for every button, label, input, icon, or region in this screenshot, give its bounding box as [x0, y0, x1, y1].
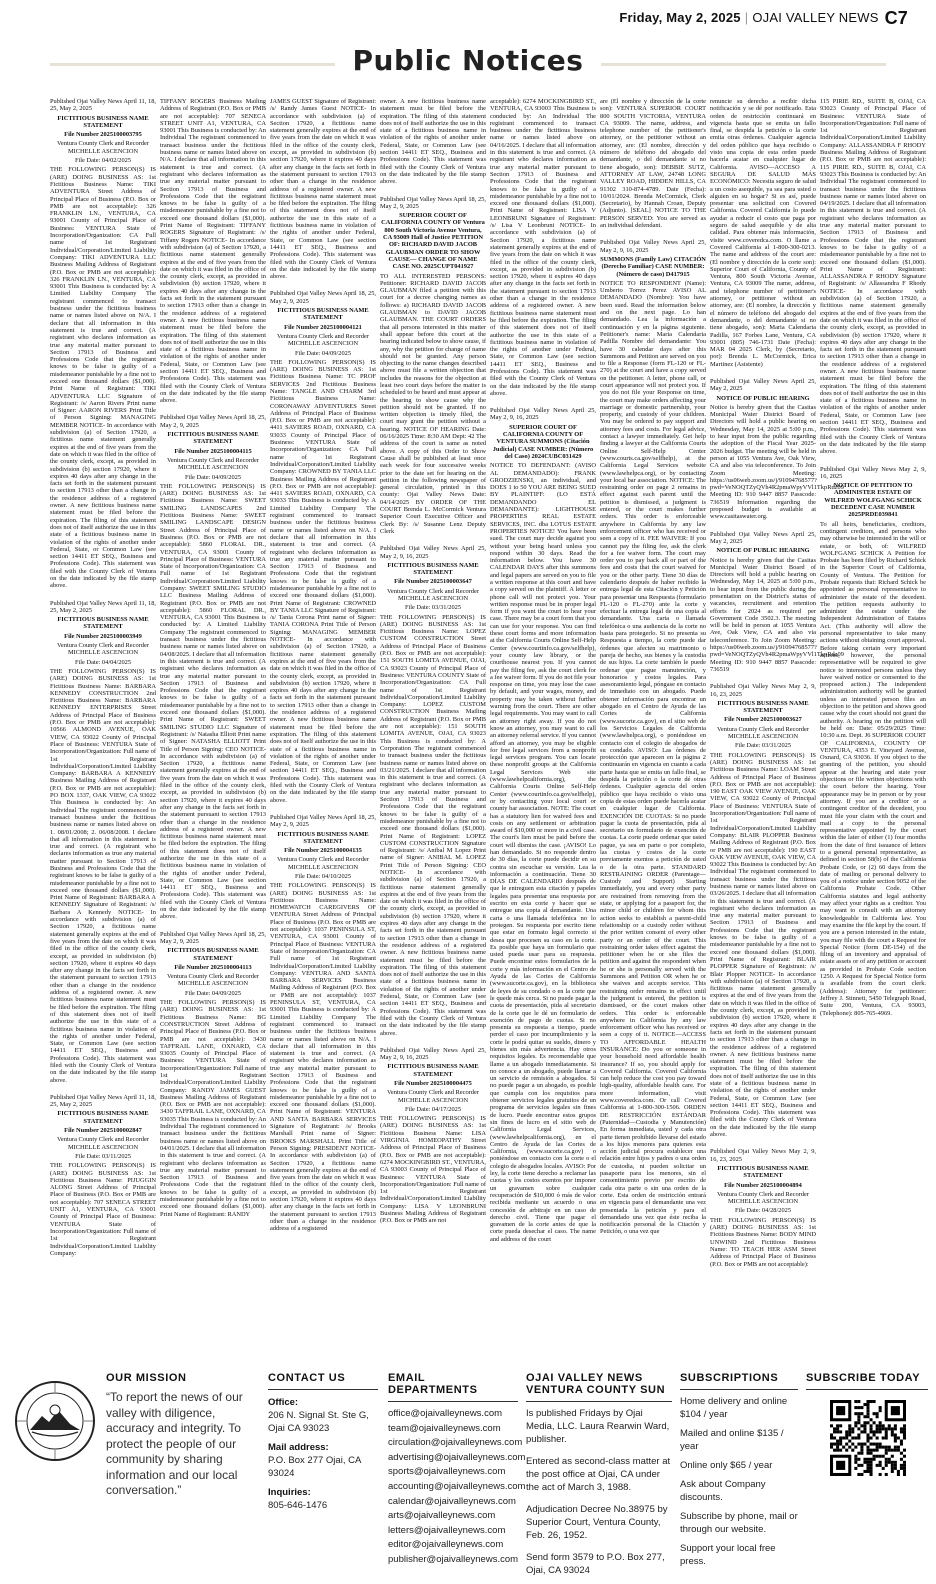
notice-spacer	[820, 458, 926, 466]
office-line: 206 N. Signal St. Ste G,	[268, 1410, 369, 1421]
notice-heading: NOTICE OF PUBLIC HEARING	[716, 394, 810, 402]
notice-spacer	[160, 923, 266, 931]
notice-heading: FICTITIOUS BUSINESS NAME STATEMENT	[387, 561, 479, 577]
notice-text: NOTICE TO DEFENDANT: (AVISO AL DEMANDADO): FRANK GRODZIENSKI, an individual, and DOES 1 to 50 YOU ARE BEING SUED BY PLAINTIFF: (LO ESTÁ DEMANDANDO EL DEMANDANTE): LIGHTHOUSE PROPERTIES REAL ESTATE SERVICES, INC. dba LOTUS ESTATE PROPERTIES NOTICE! You have been sued. The court may decide against you without your being heard unless you respond within 30 days. Read the information below. You have 30 CALENDAR DAYS after this summons and legal papers are served on you to file a written response at this court and have a copy served on the plaintiff. A letter or phone call will not protect you. Your written response must be in proper legal form if you want the court to hear your case. There may be a court form that you can use for your response. You can find these court forms and more information at the California Courts Online Self-Help Center (www.courtinfo.ca.gov/selfhelp), your county law library, or the courthouse nearest you. If you cannot pay the filing fee, ask the court clerk for a fee waiver form. If you do not file your response on time, you may lose the case by default, and your wages, money, and property may be taken without further warning from the court. There are other legal requirements. You may want to call an attorney right away. If you do not know an attorney, you may want to call an attorney referral service. If you cannot afford an attorney, you may be eligible for free legal services from a nonprofit legal services program. You can locate these nonprofit groups at the California Legal Services Web site (www.lawhelpcalifornia.org), the California Courts Online Self-Help Center (www.courtinfo.ca.gov/selfhelp), or by contacting your local court or county bar association. NOTE: The court has a statutory lien for waived fees and costs on any settlement or arbitration award of $10,000 or more in a civil case. The court's lien must be paid before the court will dismiss the case. ¡AVISO! Lo han demandado. Si no responde dentro de 30 días, la corte puede decidir en su contra sin escuchar su versión. Lea la información a continuación. Tiene 30 DÍAS DE CALENDARIO después de que le entreguen esta citación y papeles legales para presentar una respuesta por escrito en esta corte y hacer que se entregue una copia al demandante. Una carta o una llamada telefónica no lo protegen. Su respuesta por escrito tiene que estar en formato legal correcto si desea que procesen su caso en la corte. Es posible que haya un formulario que usted pueda usar para su respuesta. Puede encontrar estos formularios de la corte y más información en el Centro de Ayuda de las Cortes de California (www.sucorte.ca.gov), en la biblioteca de leyes de su condado o en la corte que le quede más cerca. Si no puede pagar la cuota de presentación, pida al secretario de la corte que le dé un formulario de exención de pago de cuotas. Si no presenta su respuesta a tiempo, puede perder el caso por incumplimiento y la corte le podrá quitar su sueldo, dinero y bienes sin más advertencia. Hay otros requisitos legales. Es recomendable que llame a un abogado inmediatamente. Si no conoce a un abogado, puede llamar a un servicio de remisión a abogados. Si no puede pagar a un abogado, es posible que cumpla con los requisitos para obtener servicios legales gratuitos de un programa de servicios legales sin fines de lucro. Puede encontrar estos grupos sin fines de lucro en el sitio web de California Legal Services, (www.lawhelpcalifornia.org), en el Centro de Ayuda de las Cortes de California, (www.sucorte.ca.gov) o poniéndose en contacto con la corte o el colegio de abogados locales. AVISO: Por ley, la corte tiene derecho a reclamar las cuotas y los costos exentos por imponer un gravamen sobre cualquier recuperación de $10,000 ó más de valor recibida mediante un acuerdo o una concesión de arbitraje en un caso de derecho civil. Tiene que pagar el gravamen de la corte antes de que la corte pueda desechar el caso. The name and address of the court	[490, 462, 596, 1243]
notice-text: Published Ojai Valley News May 2, 9, 16, 2025	[820, 465, 926, 480]
notice-text: Published Ojai Valley News April 25, May 2, 2025	[710, 530, 816, 545]
notice-spacer	[270, 282, 376, 290]
notice-text: Published Ojai Valley News May 2, 9, 16, 23, 2025	[710, 683, 816, 698]
email-link[interactable]: arts@ojaivalleynews.com	[388, 1510, 496, 1522]
publication-info-line: Send form 3579 to P.O. Box 277, Ojai, CA 93024	[526, 1552, 665, 1576]
notice-heading: SUPERIOR COURT OF CALIFORNIA COUNTY OF VENTURA SUMMONS (Citación Judicial) CASE NUMBER: (Número del Caso) 2024CUBC031429	[492, 423, 594, 460]
publication-info-line: Entered as second-class matter at the post office at Ojai, CA under the act of March 3, 1988.	[526, 1456, 671, 1493]
inquiries-label: Inquiries:	[268, 1487, 311, 1498]
mission-block	[14, 1372, 262, 1584]
notice-text: Published Ojai Valley News April 18, 25, May 2, 9, 2025	[270, 290, 376, 305]
notice-heading: FICTITIOUS BUSINESS NAME STATEMENT	[57, 616, 149, 631]
subscriptions-title: SUBSCRIPTIONS	[680, 1372, 798, 1390]
notice-text: Ventura County Clerk and Recorder MICHELLE ASCENCION	[57, 642, 149, 657]
dateline	[619, 6, 908, 27]
email-link[interactable]: letters@ojaivalleynews.com	[388, 1524, 506, 1536]
notice-spacer	[710, 523, 816, 531]
notice-text: THE FOLLOWING PERSON(S) IS (ARE) DOING BUSINESS AS: 1st Fictitious Business Name: TIKI ADVENTURA Street Address of Principal Place of Business (P.O. Box or PMB are not acceptable): 326 FRANKLIN LN., VENTURA, CA 93001 County of Principal Place of Business: VENTURA State of Incorporation/Organization: CA Full name of 1st Registrant Individual/Corporation/Limited Liability Company: TIKI ADVENTURA LLC Business Mailing Address of Registrant (P.O. Box or PMB are not acceptable): 326 FRANKLIN LN., VENTURA, CA 93001 This Business is conducted by: A Limited Liability Company The registrant commenced to transact business under the fictitious business name or names listed above on N/A. I declare that all information in this statement is true and correct. (A registrant who declares information as true any material matter pursuant to Section 17913 of Business and Professions Code that the registrant knows to be false is guilty of a misdemeanor punishable by a fine not to exceed one thousand dollars ($1,000). Print Name of Registrant: TIKI ADVENTURA LLC Signature of Registrant: /s/ Aaron Rivers Print name of Signer: AARON RIVERS Print Title of Person Signing: MANAGING MEMBER NOTICE- In accordance with subdivision (a) of Section 17920, a fictitious name statement generally expires at the end of five years from the date on which it was filed in the office of the county clerk, except, as provided in subdivision (b) section 17920, where it expires 40 days after any change in the facts set forth in the statement pursuant to section 17913 other than a change in the residence address of a registered owner. A new fictitious business name statement must be filed before the expiration. The filing of this statement does not of itself authorize the use in this state of a fictitious business name in violation of the rights of another under Federal, State, or Common Law (see section 14411 ET SEQ., Business and Professions Code). This statement was filed with the County Clerk of Ventura on the date indicated by the file stamp above.	[50, 166, 156, 590]
notice-spacer	[710, 675, 816, 683]
notice-text: acceptable): 6274 MOCKINGBIRD ST., VENTURA, CA 93003 This Business is conducted by: An Individual The registrant commenced to transact business under the fictitious business name or names listed above on 04/16/2025. I declare that all information in this statement is true and correct. (A registrant who declares information as true any material matter pursuant to Section 17913 of Business and Professions Code that the registrant knows to be false is guilty of a misdemeanor punishable by a fine not to exceed one thousand dollars ($1,000). Print Name of Registrant: LISA V LEONBRUNI Signature of Registrant: /s/ Lisa V Leonbruni NOTICE- In accordance with subdivision (a) of Section 17920, a fictitious name statement generally expires at the end of five years from the date on which it was filed in the office of the county clerk, except, as provided in subdivision (b) section 17920, where it expires 40 days after any change in the facts set forth in the statement pursuant to section 17913 other than a change in the residence address of a registered owner. A new fictitious business name statement must be filed before the expiration. The filing of this statement does not of itself authorize the use in this state of a fictitious business name in violation of the rights of another under Federal, State, or Common Law (see section 14411 ET SEQ., Business and Professions Code). This statement was filed with the County Clerk of Ventura on the date indicated by the file stamp above.	[490, 98, 596, 397]
ojai-valley-news-logo-icon	[14, 1380, 96, 1462]
notice-column	[600, 98, 706, 1360]
phone-number[interactable]: 805-646-1476	[268, 1500, 328, 1511]
notice-spacer	[600, 231, 706, 239]
email-link[interactable]: advertising@ojaivalleynews.com	[388, 1451, 526, 1463]
email-title: EMAIL DEPARTMENTS	[388, 1372, 518, 1402]
notice-text: Published Ojai Valley News April 25, May 2, 9, 16, 2025	[380, 1046, 486, 1062]
subscription-line: Online only $65 / year	[680, 1460, 773, 1471]
email-link[interactable]: accounting@ojaivalleynews.com	[388, 1480, 526, 1492]
mission-title: OUR MISSION	[106, 1372, 187, 1384]
notice-heading: FICTITIOUS BUSINESS NAME STATEMENT	[167, 947, 259, 962]
notice-text: Published Ojai Valley News April 18, 25, May 2, 9, 2025	[380, 195, 486, 210]
notice-heading: FICTITIOUS BUSINESS NAME STATEMENT	[277, 830, 369, 845]
notice-heading: File Number 2025100003627	[724, 716, 802, 724]
notice-text: THE FOLLOWING PERSON(S) IS (ARE) DOING BUSINESS AS: 1st Fictitious Business Name: LOPEZ CUSTOM CONSTRUCTION Street Address of Principal Place of Business (P.O. Box or PMB are not acceptable): 151 SOUTH LOMITA AVENUE, OJAI, CA 93023 County of Principal Place of Business: VENTURA COUNTY State of Incorporation/Organization: CA Full name of 1st Registrant Individual/Corporation/Limited Liability Company: LOPEZ CUSTOM CONSTRUCTION Business Mailing Address of Registrant (P.O. Box or PMB are not acceptable): 151 SOUTH LOMITA AVENUE, OJAI, CA 93023 This Business is conducted by: A Corporation The registrant commenced to transact business under the fictitious business name or names listed above on 03/21/2025. I declare that all information in this statement is true and correct. (A registrant who declares information as true any material matter pursuant to Section 17913 of Business and Professions Code that the registrant knows to be false is guilty of a misdemeanor punishable by a fine not to exceed one thousand dollars ($1,000). Print Name of Registrant: LOPEZ CUSTOM CONSTRUCTION Signature of Registrant: /s/ Anibal M Lopez Print name of Signer: ANIBAL M. LOPEZ Print Title of Person Signing: CEO NOTICE- In accordance with subdivision (a) of Section 17920, a fictitious name statement generally expires at the end of five years from the date on which it was filed in the office of the county clerk, except, as provided in subdivision (b) section 17920, where it expires 40 days after any change in the facts set forth in the statement pursuant to section 17913 other than a change in the residence address of a registered owner. A new fictitious business name statement must be filed before the expiration. The filing of this statement does not of itself authorize the use in this state of a fictitious business name in violation of the rights of another under Federal, State, or Common Law (see section 14411 ET SEQ., Business and Professions Code). This statement was filed with the County Clerk of Ventura on the date indicated by the file stamp above.	[380, 613, 486, 1037]
mail-line: P.O. Box 277 Ojai, CA	[268, 1455, 362, 1466]
notice-text: File Date: 04/09/2025	[184, 989, 242, 997]
notice-column	[820, 98, 926, 1360]
publication-info-line: Adjudication Decree No.38975 by Superior Court, Ventura County, Feb. 26, 1952.	[526, 1504, 668, 1541]
notice-text: THE FOLLOWING PERSON(S) IS (ARE) DOING BUSINESS AS: 1st Fictitious Business Name: TC PROF SERVICES 2nd Fictitious Business Name: TANGLE AND CHARM 3rd Fictitious Business Name: CORONAWAY ADVENTURES Street Address of Principal Place of Business (P.O. Box or PMB are not acceptable): 4411 SAVIERS ROAD, OXNARD, CA 93033 County of Principal Place of Business: VENTURA State of Incorporation/Organization: CA Full name of 1st Registrant Individual/Corporation/Limited Liability Company: CROWNED BY TANIA LLC Business Mailing Address of Registrant (P.O. Box or PMB are not acceptable): 4411 SAVIERS ROAD, OXNARD, CA 93033 This Business is conducted by: A Limited Liability Company The registrant commenced to transact business under the fictitious business name or names listed above on N/A. I declare that all information in this statement is true and correct. (A registrant who declares information as true any material matter pursuant to Section 17913 of Business and Professions Code that the registrant knows to be false is guilty of a misdemeanor punishable by a fine not to exceed one thousand dollars ($1,000). Print Name of Registrant: CROWNED BY TANIA LLC Signature of Registrant: /s/ Tania Corona Print name of Signer: TANIA CORONA Print Title of Person Signing: MANAGING MEMBER NOTICE- In accordance with subdivision (a) of Section 17920, a fictitious name statement generally expires at the end of five years from the date on which it was filed in the office of the county clerk, except, as provided in subdivision (b) section 17920, where it expires 40 days after any change in the facts set forth in the statement pursuant to section 17913 other than a change in the residence address of a registered owner. A new fictitious business name statement must be filed before the expiration. The filing of this statement does not of itself authorize the use in this state of a fictitious business name in violation of the rights of another under Federal, State, or Common Law (see section 14411 ET SEQ., Business and Professions Code). This statement was filed with the County Clerk of Ventura on the date indicated by the file stamp above.	[270, 358, 376, 804]
notice-text: Published Ojai Valley News April 11, 18, 25, May 2, 2025	[50, 98, 156, 113]
notice-text: THE FOLLOWING PERSON(S) IS (ARE) DOING BUSINESS AS: 1st Fictitious Business Name: SWEET SMILING LANDSCAPES 2nd Fictitious Business Name: SWEET SMILING LANDSCAPE DESIGN Street Address of Principal Place of Business (P.O. Box or PMB are not acceptable): 5860 FLORAL DR., VENTURA, CA 93001 County of Principal Place of Business: VENTURA State of Incorporation/Organization: CA Full name of 1st Registrant Individual/Corporation/Limited Liability Company: SWEET SMILING STUDIO LLC Business Mailing Address of Registrant (P.O. Box or PMB are not acceptable): 5860 FLORAL DR., VENTURA, CA 93001 This Business is conducted by: A Limited Liability Company The registrant commenced to transact business under the fictitious business name or names listed above on 04/08/2025. I declare that all information in this statement is true and correct. (A registrant who declares information as true any material matter pursuant to Section 17913 of Business and Professions Code that the registrant knows to be false is guilty of a misdemeanor punishable by a fine not to exceed one thousand dollars ($1,000). Print Name of Registrant: SWEET SMILING STUDIO LLC Signature of Registrant: /s/ Natasha Elliott Print name of Signer: NATASHA ELLIOTT Print Title of Person Signing: CEO NOTICE- In accordance with subdivision (a) of Section 17920, a fictitious name statement generally expires at the end of five years from the date on which it was filed in the office of the county clerk, except, as provided in subdivision (b) section 17920, where it expires 40 days after any change in the facts set forth in the statement pursuant to section 17913 other than a change in the residence address of a registered owner. A new fictitious business name statement must be filed before the expiration. The filing of this statement does not of itself authorize the use in this state of a fictitious business name in violation of the rights of another under Federal, State, or Common Law (see section 14411 ET SEQ., Business and Professions Code). This statement was filed with the County Clerk of Ventura on the date indicated by the file stamp above.	[160, 482, 266, 921]
notice-heading: FICTITIOUS BUSINESS NAME STATEMENT	[387, 1063, 479, 1078]
notice-text: NOTICE TO RESPONDENT (Name): Umberto Torrez Perez AVISO AL DEMANDADO (Nombre): You have been sued. Read the information below and on the next page. Lo han demandado. Lea la información a continuación y en la página siguiente. Petitioner's name: Maria Calendaria Padilla Nombre del demandante: You have 30 calendar days after this Summons and Petition are served on you to file a Response (form FL-120 or FL-270) at the court and have a copy served on the petitioner. A letter, phone call, or court appearance will not protect you. If you do not file your Response on time, the court may make orders affecting your marriage or domestic partnership, your property, and custody of your children. You may be ordered to pay support and attorney fees and costs. For legal advice, contact a lawyer immediately. Get help finding a lawyer at the California Courts Online Self-Help Center (www.courts.ca.gov/selfhelp), at the California Legal Services website (www.lawhelpca.org), or by contacting your local bar association. NOTICE: The restraining order on page 2 remains in effect against each parent until the petition is dismissed, a judgment is entered, or the court makes further orders. This order is enforceable anywhere in California by any law enforcement officer who has received or seen a copy of it. FEE WAIVER: If you cannot pay the filing fee, ask the clerk for a fee waiver form. The court may order you to pay back all or part of the fees and costs that the court waived for you or the other party. Tiene 30 días de calendario después de haber recibido la entrega legal de esta Citación y Petición para presentar una Respuesta (formulario FL-120 o FL-270) ante la corte y efectuar la entrega legal de una copia al demandante. Una carta o llamada telefónica o una audiencia de la corte no basta para protegerlo. Si no presenta su Respuesta a tiempo, la corte puede dar órdenes que afecten su matrimonio o pareja de hecho, sus bienes y la custodia de sus hijos. La corte también le puede ordenar que pague manutención, y honorarios y costos legales. Para asesoramiento legal, póngase en contacto de inmediato con un abogado. Puede obtener información para encontrar un abogado en el Centro de Ayuda de las Cortes de California (www.sucorte.ca.gov), en el sitio web de los Servicios Legales de California (www.lawhelpca.org), o poniéndose en contacto con el colegio de abogados de su condado. AVISO: Las órdenes de protección que aparecen en la página 2 continuarán en vigencia en cuanto a cada parte hasta que se emita un fallo final, se despida la petición o la corte dé otras órdenes. Cualquier agencia del orden público que haya recibido o visto una copia de estas orden puede hacerla acatar en cualquier lugar de California. EXENCIÓN DE CUOTAS: Si no puede pagar la cuota de presentación, pida al secretario un formulario de exención de cuotas. La corte puede ordenar que usted pague, ya sea en parte o por completo, las cuotas y costos de la corte previamente exentos a petición de usted o de la otra parte. STANDARD RESTRAINING ORDER (Parentage—Custody and Support) Starting immediately, you and every other party are restrained from removing from the state, or applying for a passport for, the minor child or children for whom this action seeks to establish a parent-child relationship or a custody order without the prior written consent of every other party or an order of the court. This restraining order takes effect against the petitioner when he or she files the petition and against the respondent when he or she is personally served with the Summons and Petition OR when he or she waives and accepts service. This restraining order remains in effect until the judgment is entered, the petition is dismissed, or the court makes other orders. This order is enforceable anywhere in California by any law enforcement officer who has received or seen a copy of it. NOTICE—ACCESS TO AFFORDABLE HEALTH INSURANCE: Do you or someone in your household need affordable health insurance? If so, you should apply for Covered California. Covered California can help reduce the cost you pay toward high-quality, affordable health care. For more information, visit www.coveredca.com. Or call Covered California at 1-800-300-1506. ORDEN DE RESTRICCIÓN ESTÁNDAR (Paternidad—Custodia y Manutención) En forma inmediata, usted y cada otra parte tienen prohibido llevarse del estado a los hijos menores para quienes esta acción judicial procura establecer una relación entre hijos y padres o una orden de custodia, ni pueden solicitar un pasaporte para los menores, sin el consentimiento previo por escrito de cada otra parte o sin una orden de la corte. Esta orden de restricción entrará en vigencia para el demandante una vez presentada la petición y para el demandado una vez que éste reciba la notificación personal de la Citación y Petición, o una vez que	[600, 279, 706, 1236]
notice-text: Ventura County Clerk and Recorder MICHELLE ASCENCION	[277, 856, 369, 871]
mail-line: 93024	[268, 1468, 295, 1479]
notice-text: TO ALL INTERESTED PERSONS: Petitioner: RICHARD DAVID JACOB GLAUBMAN filed a petition with this court for a decree changing names as follows: a) RICHARD DAVID JACOB GLAUBMAN to DAVID JACOB GLAUBMAN. THE COURT ORDERS that all persons interested in this matter shall appear before this court at the hearing indicated below to show cause, if any, why the petition for change of name should not be granted. Any person objecting to the name changes described above must file a written objection that includes the reasons for the objection at least two court days before the matter is scheduled to be heard and must appear at the hearing to show cause why the petition should not be granted. If no written objection is timely filed, the court may grant the petition without a hearing. NOTICE OF HEARING Date: 06/16/2025 Time: 8:30 AM Dept: 42 The address of the court is same as noted above. A copy of this Order to Show Cause shall be published at least once each week for four successive weeks prior to the date set for hearing on the petition in the following newspaper of general circulation, printed in this county: Ojai Valley News Date: 04/14/2025 BY ORDER OF THE COURT Brenda L. McCormick Ventura Superior Court Executive Officer and Clerk By: /s/ Susanne Lenz Deputy Clerk	[380, 272, 486, 535]
notice-text: Ventura County Clerk and Recorder MICHELLE ASCENCION	[57, 1136, 149, 1151]
qr-code-icon[interactable]	[830, 1400, 906, 1476]
notice-text: Notice is hereby given that the Casitas Municipal Water District Board of Directors will hold a public hearing on Wednesday, May 14, 2025 at 5:00 p.m., to hear input from the public during the presentation on the District's status of vacancies, recruitment and retention efforts for 2024 as required per Government Code 3502.3. The meeting will be held in person at 1055 Ventura Ave, Oak View, CA and also via teleconference. To Join Zoom Meeting: https://us06web.zoom.us/j/91094768577?pwd=VeNOQTZyQVh4R2pmaWpyVVl1TkpRdz09 Meeting ID: 910 9447 8857 Passcode: 736519	[710, 556, 844, 673]
notice-text: File Date: 04/28/2025	[734, 1207, 792, 1215]
section-title: Public Notices	[335, 44, 602, 77]
notice-text: File Date: 03/31/2025	[404, 604, 462, 612]
notice-spacer	[710, 1140, 816, 1148]
notice-heading: SUPERIOR COURT OF CALIFORNIA COUNTY OF Ventura 800 South Victoria Avenue Ventura, CA 93009 Hall of Justice PETITION OF: RICHARD DAVID JACOB GLAUBMAN ORDER TO SHOW CAUSE— CHANGE OF NAME CASE NO. 2025CUPT041927	[381, 212, 485, 271]
notice-spacer	[50, 592, 156, 600]
notice-heading: File Number 2025100003647	[394, 578, 472, 586]
notice-text: Ventura County Clerk and Recorder MICHELLE ASCENCION	[387, 1089, 479, 1104]
notice-heading: FICTITIOUS BUSINESS NAME STATEMENT	[717, 699, 809, 715]
notice-spacer	[380, 537, 486, 545]
notice-text: Published Ojai Valley News April 18, 25, May 2, 9, 2025	[160, 930, 266, 945]
notice-heading: FICTITIOUS BUSINESS NAME STATEMENT	[57, 1110, 149, 1125]
notice-text: THE FOLLOWING PERSON(S) IS (ARE) DOING BUSINESS AS: 1st Fictitious Business Name: HOMEWATCH CAREGIVERS OF VENTURA Street Address of Principal Place of Business (P.O. Box or PMB are not acceptable): 1037 PENINSULA ST, VENTURA, CA 93001 County of Principal Place of Business: VENTURA State of Incorporation/Organization: CA Full name of 1st Registrant Individual/Corporation/Limited Liability Company: VENTURA AND SANTA BARBARA SERVICES Business Mailing Address of Registrant (P.O. Box or PMB are not acceptable): 1037 PENINSULA ST, VENTURA, CA 93001 This Business is conducted by: A Limited Liability Company The registrant commenced to transact business under the fictitious business name or names listed above on N/A. I declare that all information in this statement is true and correct. (A registrant who declares information as true any material matter pursuant to Section 17913 of Business and Professions Code that the registrant knows to be false is guilty of a misdemeanor punishable by a fine not to exceed one thousand dollars ($1,000). Print Name of Registrant: VENTURA AND SANTA BARBARA SERVICES Signature of Registrant: /s/ Brooks Marshall Print name of Signer: BROOKS MARSHALL Print Title of Person Signing: PRESIDENT NOTICE- In accordance with subdivision (a) of Section 17920, a fictitious name statement generally expires at the end of five years from the date on which it was filed in the office of the county clerk, except, as provided in subdivision (b) section 17920, where it expires 40 days after any change in the facts set forth in the statement pursuant to section 17913 other than a change in the residence address of a registered	[270, 882, 376, 1233]
notice-column	[270, 98, 376, 1360]
notice-heading: FICTITIOUS BUSINESS NAME STATEMENT	[167, 431, 259, 446]
office-label: Office:	[268, 1397, 299, 1408]
notice-heading: File Number 2025100004121	[284, 323, 362, 331]
notice-column	[50, 98, 156, 1360]
email-departments-block	[388, 1372, 526, 1584]
subscriptions-block	[680, 1372, 798, 1584]
section-masthead	[0, 44, 936, 84]
email-link[interactable]: circulation@ojaivalleynews.com	[388, 1437, 523, 1449]
email-link[interactable]: calendar@ojaivalleynews.com	[388, 1495, 516, 1507]
notice-heading: File Number 2025100003795	[64, 131, 142, 139]
notice-text: File Date: 04/02/2025	[74, 157, 132, 165]
page-number: C7	[884, 8, 908, 28]
notice-text: Published Ojai Valley News April 25, May 2, 9, 16, 2025	[490, 407, 596, 422]
notice-text: Ventura County Clerk and Recorder MICHELLE ASCENCION	[167, 456, 259, 472]
email-link[interactable]: publisher@ojaivalleynews.com	[388, 1553, 519, 1565]
subscription-line: Mailed and online $135 / year	[680, 1428, 784, 1452]
publication-title: OJAI VALLEY NEWS VENTURA COUNTY SUN	[526, 1372, 672, 1402]
footer	[0, 1372, 936, 1584]
notice-text: Published Ojai Valley News May 2, 9, 16, 23, 2025	[710, 1148, 816, 1163]
notice-text: Published Ojai Valley News April 25, May 2, 9, 16, 2025	[600, 239, 706, 254]
notice-text: Published Ojai Valley News April 25, May 2, 2025	[710, 377, 816, 393]
notice-columns	[50, 98, 926, 1360]
notice-heading: NOTICE OF PETITION TO ADMINISTER ESTATE OF WILFRED WOLFGANG SCHICK DECEDENT CASE NUMBER 2025PRDE039841	[824, 482, 922, 519]
notice-column	[380, 98, 486, 1360]
dateline-separator: |	[744, 10, 749, 25]
subscription-line: Subscribe by phone, mail or through our website.	[680, 1511, 798, 1535]
notice-heading: File Number 2025100004113	[174, 963, 252, 971]
notice-text: Ventura County Clerk and Recorder MICHELLE ASCENCION	[717, 725, 809, 741]
notice-text: THE FOLLOWING PERSON(S) IS (ARE) DOING BUSINESS AS: 1st Fictitious Business Name: LISA VIRGINIA HOMEOPATHY Street Address of Principal Place of Business (P.O. Box or PMB are not acceptable): 6274 MOCKINGBIRD ST., VENTURA, CA 93003 County of Principal Place of Business: VENTURA State of Incorporation/Organization: Full name of 1st Registrant Individual/Corporation/Limited Liability Company: LISA V LEONBRUNI Business Mailing Address of Registrant (P.O. Box or PMB are not	[380, 1115, 486, 1225]
page-header	[0, 0, 936, 30]
mail-label: Mail address:	[268, 1442, 329, 1453]
issue-date: Friday, May 2, 2025	[619, 10, 741, 25]
notice-text: are (El nombre y dirección de la corte son): VENTURA SUPERIOR COURT 800 SOUTH VICTORIA, VENTURA CA 93009. The name, address, and telephone number of the petitioner's attorney, or the petitioner without an attorney, are: (El nombre, dirección y número de teléfono del abogado del demandante, o del demandante si no tiene abogado, son): DEBBIE SUTZ, ATTORNEY AT LAW, 24748 LONG VALLEY ROAD, HIDDEN HILLS, CA 91302 310-874-4789. Date (Fecha): 10/01/2024. Brenda McCormick, Clerk (Secretario), by Hannah Croan, Deputy (Adjunto). [SEAL] NOTICE TO THE PERSON SERVED: You are served as an individual defendant.	[600, 98, 706, 230]
subscription-line: Home delivery and online $104 / year	[680, 1396, 788, 1420]
notice-text: File Date: 03/31/2025	[734, 742, 792, 750]
notice-heading: File Number 2025100004115	[174, 447, 252, 455]
notice-text: THE FOLLOWING PERSON(S) IS (ARE) DOING BUSINESS AS: 1st Fictitious Business Name: LOAM Street Address of Principal Place of Business (P.O. Box or PMB are not acceptable): 190 EAST OAK VIEW AVENUE, OAK VIEW, CA 93022 County of Principal Place of Business: VENTURA State of Incorporation/Organization: Full name of 1st Registrant Individual/Corporation/Limited Liability Company: BLAIR PLOPPER Business Mailing Address of Registrant (P.O. Box or PMB are not acceptable): 190 EAST OAK VIEW AVENUE, OAK VIEW, CA 93022 This Business is conducted by: An Individual The registrant commenced to transact business under the fictitious business name or names listed above on 03/26/2025. I declare that all information in this statement is true and correct. (A registrant who declares information as true any material matter pursuant to Section 17913 of Business and Professions Code that the registrant knows to be false is guilty of a misdemeanor punishable by a fine not to exceed one thousand dollars ($1,000). Print Name of Registrant: BLAIR PLOPPER Signature of Registrant: /s/ Blair Plopper NOTICE- In accordance with subdivision (a) of Section 17920, a fictitious name statement generally expires at the end of five years from the date on which it was filed in the office of the county clerk, except, as provided in subdivision (b) section 17920, where it expires 40 days after any change in the facts set forth in the statement pursuant to section 17913 other than a change in the residence address of a registered owner. A new fictitious business name statement must be filed before the expiration. The filing of this statement does not of itself authorize the use in this state of a fictitious business name in violation of the rights of another under Federal, State, or Common Law (see section 14411 ET SEQ., Business and Professions Code). This statement was filed with the County Clerk of Ventura on the date indicated by the file stamp above.	[710, 751, 816, 1139]
notice-heading: File Number 2025100004475	[394, 1080, 472, 1087]
notice-text: File Date: 04/17/2025	[404, 1105, 462, 1113]
notice-text: To all heirs, beneficiaries, creditors, contingent creditors, and persons who may otherwise be interested in the will or estate, or both, of: WILFRED WOLFGANG SCHICK A Petition for Probate has been filed by Richard Schick in the Superior Court of California, County of Ventura. The Petition for Probate requests that: Richard Schick be appointed as personal representative to administer the estate of the decedent. The petition requests authority to administer the estate under the Independent Administration of Estates Act. (This authority will allow the personal representative to take many actions without obtaining court approval. Before taking certain very important actions, however, the personal representative will be required to give notice to interested persons unless they have waived notice or consented to the proposed action.) The independent administration authority will be granted unless an interested person files an objection to the petition and shows good cause why the court should not grant the authority. A hearing on the petition will be held on: Date: 05/29/2025 Time: 10:30 a.m. Dept. J6 SUPERIOR COURT OF CALIFORNIA, COUNTY OF VENTURA, 4353 E. Vineyard Avenue, Oxnard, CA 93036. If you object to the granting of the petition, you should appear at the hearing and state your objections or file written objections with the court before the hearing. Your appearance may be in person or by your attorney. If you are a creditor or a contingent creditor of the decedent, you must file your claim with the court and mail a copy to the personal representative appointed by the court within the later of either (1) four months from the date of first issuance of letters to a general personal representative, as defined in section 58(b) of the California Probate Code, or (2) 60 days from the date of mailing or personal delivery to you of a notice under section 9052 of the California Probate Code. Other California statutes and legal authority may affect your rights as a creditor. You may want to consult with an attorney knowledgeable in California law. You may examine the file kept by the court. If you are a person interested in the estate, you may file with the court a Request for Special Notice (form DE-154) of the filing of an inventory and appraisal of estate assets or of any petition or account as provided in Probate Code section 1250. A Request for Special Notice form is available from the court clerk. (Address): Attorney for petitioner: Jeffrey J. Stinnett, 5450 Telegraph Road, Suite 200, Ventura, CA 93003, (Telephone): 805-765-4969.	[820, 520, 926, 1017]
notice-heading: File Number 2025100003949	[64, 632, 142, 640]
email-link[interactable]: editor@ojaivalleynews.com	[388, 1539, 504, 1551]
notice-text: Notice is hereby given that the Casitas Municipal Water District Board of Directors will hold a public hearing on Wednesday, May 14, 2025 at 5:00 p.m., to hear input from the public regarding the adoption of the Fiscal Year 2025-2026 budget. The meeting will be held in person at 1055 Ventura Ave, Oak View, CA and also via teleconference. To Join Zoom Meeting: https://us06web.zoom.us/j/91094768577?pwd=VeNOQTZyQVh4R2pmaWpyVVl1TkpRdz09 Meeting ID: 910 9447 8857 Passcode: 736519 Information regarding the proposed budget is available at www.casitaswater.org.	[710, 403, 844, 521]
notice-spacer	[160, 406, 266, 414]
notice-text: Published Ojai Valley News April 25, May 2, 9, 16, 2025	[380, 545, 486, 560]
subscription-line: Support your local free press.	[680, 1543, 776, 1567]
mission-quote: “To report the news of our valley with diligence, accuracy and integrity. To protect the people of our community by sharing information and our local conversation.”	[106, 1390, 243, 1497]
publication-info-line: Is published Fridays by Ojai Media, LLC. Laura Rearwin Ward, publisher.	[526, 1408, 670, 1445]
notice-text: JAMES GUEST Signature of Registrant: /s/ Randy James Guest NOTICE- In accordance with subdivision (a) of Section 17920, a fictitious name statement generally expires at the end of five years from the date on which it was filed in the office of the county clerk, except, as provided in subdivision (b) section 17920, where it expires 40 days after any change in the facts set forth in the statement pursuant to section 17913 other than a change in the residence address of a registered owner. A new fictitious business name statement must be filed before the expiration. The filing of this statement does not of itself authorize the use in this state of a fictitious business name in violation of the rights of another under Federal, State, or Common Law (see section 14411 ET SEQ., Business and Professions Code). This statement was filed with the County Clerk of Ventura on the date indicated by the file stamp above.	[270, 98, 376, 281]
subscribe-today-title: SUBSCRIBE TODAY	[806, 1372, 928, 1390]
notice-text: THE FOLLOWING PERSON(S) IS (ARE) DOING BUSINESS AS: 1st Fictitious Business Name: PIJUGGIN ALONG Street Address of Principal Place of Business (P.O. Box or PMB are not acceptable): 707 SENECA STREET UNIT A1, VENTURA, CA 93001 County of Principal Place of Business: VENTURA State of Incorporation/Organization: Full name of 1st Registrant Individual/Corporation/Limited Liability Company:	[50, 1162, 156, 1257]
notice-text: Published Ojai Valley News April 11, 18, 25, May 2, 2025	[50, 1093, 156, 1109]
notice-heading: FICTITIOUS BUSINESS NAME STATEMENT	[717, 1164, 809, 1180]
contact-title: CONTACT US	[268, 1372, 378, 1390]
notice-text: File Date: 04/09/2025	[184, 473, 242, 481]
notice-text: Ventura County Clerk and Recorder MICHELLE ASCENCION	[387, 587, 479, 602]
notice-text: Published Ojai Valley News April 18, 25, May 2, 9, 2025	[270, 813, 376, 829]
notice-heading: File Number 2025100004894	[724, 1181, 802, 1189]
paper-name: OJAI VALLEY NEWS	[752, 10, 879, 25]
notice-text: File Date: 04/09/2025	[294, 349, 352, 357]
notice-column	[490, 98, 596, 1360]
notice-text: 115 PIRIE RD., SUITE B, OJAI, CA 93023 County of Principal Place of Business: VENTURA State of Incorporation/Organization: Full name of 1st Registrant Individual/Corporation/Limited Liability Company: ALLASSANDRA F RHODY Business Mailing Address of Registrant (P.O. Box or PMB are not acceptable): 115 PIRIE RD., SUITE B, OJAI, CA 93023 This Business is conducted by: An Individual The registrant commenced to transact business under the fictitious business name or names listed above on 04/19/2025. I declare that all information in this statement is true and correct. (A registrant who declares information as true any material matter pursuant to Section 17913 of Business and Professions Code that the registrant knows to be false is guilty of a misdemeanor punishable by a fine not to exceed one thousand dollars ($1,000). Print Name of Registrant: ALLASSANDRA F RHODY Signature of Registrant: /s/ Allassandra F Rhody NOTICE- In accordance with subdivision (a) of Section 17920, a fictitious name statement generally expires at the end of five years from the date on which it was filed in the office of the county clerk, except, as provided in subdivision (b) section 17920, where it expires 40 days after any change in the facts set forth in the statement pursuant to section 17913 other than a change in the residence address of a registered owner. A new fictitious business name statement must be filed before the expiration. The filing of this statement does not of itself authorize the use in this state of a fictitious business name in violation of the rights of another under Federal, State, or Common Law (see section 14411 ET SEQ., Business and Professions Code). This statement was filed with the County Clerk of Ventura on the date indicated by the file stamp above.	[820, 98, 926, 456]
notice-heading: FICTITIOUS BUSINESS NAME STATEMENT	[277, 307, 369, 322]
notice-spacer	[50, 1086, 156, 1094]
email-link[interactable]: office@ojaivalleynews.com	[388, 1408, 503, 1419]
subscribe-today-block	[806, 1372, 928, 1584]
notice-text: File Date: 04/10/2025	[294, 872, 352, 880]
notice-spacer	[380, 188, 486, 196]
office-line: Ojai CA 93023	[268, 1423, 330, 1434]
notice-text: THE FOLLOWING PERSON(S) IS (ARE) DOING BUSINESS AS: 1st Fictitious Business Name: BG CONSTRUCTION Street Address of Principal Place of Business (P.O. Box or PMB are not acceptable): 3430 TAFFRAIL LANE, OXNARD, CA 93035 County of Principal Place of Business: VENTURA State of Incorporation/Organization: Full name of 1st Registrant Individual/Corporation/Limited Liability Company: RANDY JAMES GUEST Business Mailing Address of Registrant (P.O. Box or PMB are not acceptable): 3430 TAFFRAIL LANE, OXNARD, CA 93035 This Business is conducted by: An Individual The registrant commenced to transact business under the fictitious business name or names listed above on 04/01/2025. I declare that all information in this statement is true and correct. (A registrant who declares information as true any material matter pursuant to Section 17913 of Business and Professions Code that the registrant knows to be false is guilty of a misdemeanor punishable by a fine not to exceed one thousand dollars ($1,000). Print Name of Registrant: RANDY	[160, 999, 266, 1218]
notice-spacer	[380, 1039, 486, 1047]
notice-text: File Date: 03/11/2025	[75, 1152, 131, 1160]
notice-column	[160, 98, 266, 1360]
notice-text: Ventura County Clerk and Recorder MICHELLE ASCENCION	[167, 973, 259, 988]
subscription-line: Ask about Company discounts.	[680, 1479, 766, 1503]
notice-spacer	[710, 370, 816, 378]
notice-heading: NOTICE OF PUBLIC HEARING	[716, 547, 810, 555]
notice-text: Published Ojai Valley News April 11, 18, 25, May 2, 2025	[50, 599, 156, 614]
notice-spacer	[270, 806, 376, 814]
notice-text: Ventura County Clerk and Recorder MICHELLE ASCENCION	[277, 332, 369, 348]
contact-block	[268, 1372, 378, 1584]
notice-heading: SUMMONS (Family Law) CITACIÓN (Derecho Familiar) CASE NUMBER: (Número de caso) D417915	[600, 255, 706, 278]
notice-text: owner. A new fictitious business name statement must be filed before the expiration. The filing of this statement does not of itself authorize the use in this state of a fictitious business name in violation of the rights of another under Federal, State, or Common Law (see section 14411 ET SEQ., Business and Professions Code). This statement was filed with the County Clerk of Ventura on the date indicated by the file stamp above.	[380, 98, 486, 186]
publication-info-block	[526, 1372, 672, 1584]
notice-text: renuncie su derecho a recibir dicha notificación y se dé por notificado. Esta orden de restricción continuará en vigencia hasta que se emita un fallo final, se despida la petición o la corte emita otras órdenes. Cualquier agencia del orden público que haya recibido o visto una copia de esta orden puede hacerla acatar en cualquier lugar de California. AVISO—ACCESO A SEGURA DE SALUD MÁS ECONÓMICO: Necesita seguro de salud a un costo asequible, ya sea para usted o alguien en su hogar? Si es así, puede presentar una solicitud con Covered California. Covered California lo puede ayudar a reducir el costo que paga por seguro de salud asequible y de alta calidad. Para obtener más información, visite www.coveredca.com. O llame a Covered California al 1-800-300-0213. The name and address of the court are: (El nombre y dirección de la corte son): Superior Court of California, County of Ventura, 800 South Victoria Avenue, Ventura, CA 93009 The name, address, and telephone number of petitioner's attorney, or petitioner without an attorney, are: (El nombre, la dirección y el número de teléfono del abogado del demandante, o del demandante si no tiene abogado, son): Maria Calendaria Padilla, 167 Forbes Lane, Ventura, CA 93001 (805) 746-1731 Date (Fecha): MAR 04 2025 Clerk, by (Secretario, por): Brenda L. McCormick, Erica Martinez (Asistente)	[710, 98, 816, 368]
notice-text: THE FOLLOWING PERSON(S) IS (ARE) DOING BUSINESS AS: 1st Fictitious Business Name: BARBARA KENNEDY CONSTRUCTION 2nd Fictitious Business Name: BARBARA KENNEDY ENTERPRISES Street Address of Principal Place of Business (P.O. Box or PMB are not acceptable): 10566 ALMOND AVENUE, OAK VIEW, CA 93022 County of Principal Place of Business: VENTURA State of Incorporation/Organization: Full name of 1st Registrant Individual/Corporation/Limited Liability Company: BARBARA A KENNEDY Business Mailing Address of Registrant (P.O. Box or PMB are not acceptable): PO BOX 1337, OAK VIEW, CA 93022 This Business is conducted by: An Individual The registrant commenced to transact business under the fictitious business name or names listed above on 1. 08/01/2008; 2. 06/08/2008. I declare that all information in this statement is true and correct. (A registrant who declares information as true any material matter pursuant to Section 17913 of Business and Professions Code that the registrant knows to be false is guilty of a misdemeanor punishable by a fine not to exceed one thousand dollars ($1,000). Print Name of Registrant: BARBARA A KENNEDY Signature of Registrant: /s/ Barbara A Kennedy NOTICE- In accordance with subdivision (a) of Section 17920, a fictitious name statement generally expires at the end of five years from the date on which it was filed in the office of the county clerk, except, as provided in subdivision (b) section 17920, where it expires 40 days after any change in the facts set forth in the statement pursuant to section 17913 other than a change in the residence address of a registered owner. A new fictitious business name statement must be filed before the expiration. The filing of this statement does not of itself authorize the use in this state of a fictitious business name in violation of the rights of another under Federal, State, or Common Law (see section 14411 ET SEQ., Business and Professions Code). This statement was filed with the County Clerk of Ventura on the date indicated by the file stamp above.	[50, 667, 156, 1084]
notice-spacer	[490, 399, 596, 407]
notice-text: Ventura County Clerk and Recorder MICHELLE ASCENCION	[57, 140, 149, 155]
notice-heading: File Number 2025100004135	[284, 847, 362, 855]
notice-heading: FICTITIOUS BUSINESS NAME STATEMENT	[57, 114, 149, 129]
email-link[interactable]: sports@ojaivalleynews.com	[388, 1466, 506, 1478]
notice-heading: File Number 2025100002847	[64, 1127, 142, 1135]
notice-text: THE FOLLOWING PERSON(S) IS (ARE) DOING BUSINESS AS: 1st Fictitious Business Name: BODY MIND UNWIND 2nd Fictitious Business Name: TO TEACH HER ASM Street Address of Principal Place of Business (P.O. Box or PMB are not acceptable):	[710, 1216, 816, 1268]
notice-text: TIFFANY ROGERS Business Mailing Address of Registrant (P.O. Box or PMB are not acceptable): 707 SENECA STREET UNIT A1, VENTURA, CA 93001 This Business is conducted by: An Individual The registrant commenced to transact business under the fictitious business name or names listed above on N/A. I declare that all information in this statement is true and correct. (A registrant who declares information as true any material matter pursuant to Section 17913 of Business and Professions Code that the registrant knows to be false is guilty of a misdemeanor punishable by a fine not to exceed one thousand dollars ($1,000). Print Name of Registrant: TIFFANY ROGERS Signature of Registrant: /s/ Tiffany Rogers NOTICE- In accordance with subdivision (a) of Section 17920, a fictitious name statement generally expires at the end of five years from the date on which it was filed in the office of the county clerk, except, as provided in subdivision (b) section 17920, where it expires 40 days after any change in the facts set forth in the statement pursuant to section 17913 other than a change in the residence address of a registered owner. A new fictitious business name statement must be filed before the expiration. The filing of this statement does not of itself authorize the use in this state of a fictitious business name in violation of the rights of another under Federal, State, or Common Law (see section 14411 ET SEQ., Business and Professions Code). This statement was filed with the County Clerk of Ventura on the date indicated by the file stamp above.	[160, 98, 266, 405]
notice-text: Ventura County Clerk and Recorder MICHELLE ASCENCION	[717, 1190, 809, 1206]
email-link[interactable]: team@ojaivalleynews.com	[388, 1422, 501, 1434]
notice-text: Published Ojai Valley News April 18, 25, May 2, 9, 2025	[160, 414, 266, 429]
notice-column	[710, 98, 844, 1360]
notice-text: File Date: 04/04/2025	[74, 658, 132, 666]
